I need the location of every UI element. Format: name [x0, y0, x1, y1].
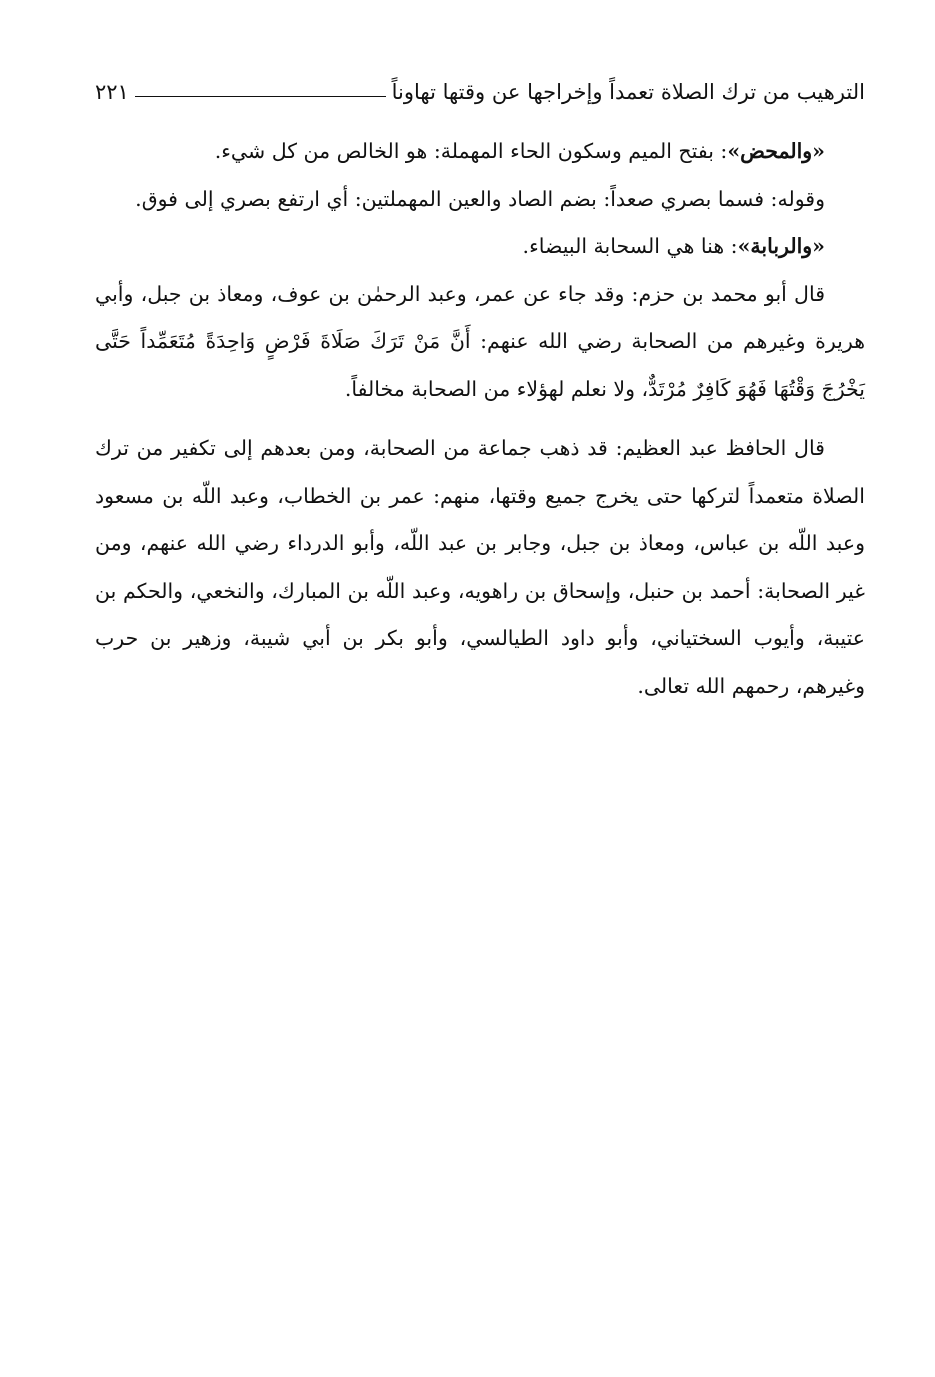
- paragraph-mahd: [95, 128, 865, 176]
- abd-al-azim-text: قال الحافظ عبد العظيم: قد ذهب جماعة من الصحابة، ومن بعدهم إلى تكفير من ترك الصلاة متعمداً لتركها حتى يخرج جميع وقتها، منهم: عمر بن الخطاب، وعبد اللّه بن مسعود وعبد اللّه بن عباس، ومعاذ بن جبل، وجابر بن عبد اللّه، وأبو الدرداء رضي الله عنهم، ومن غير الصحابة: أحمد بن حنبل، وإسحاق بن راهويه، وعبد اللّه بن المبارك، والنخعي، والحكم بن عتيبة، وأيوب السختياني، وأبو داود الطيالسي، وأبو بكر بن أبي شيبة، وزهير بن حرب وغيرهم، رحمهم الله تعالى.: [95, 436, 865, 698]
- chapter-title: الترهيب من ترك الصلاة تعمداً وإخراجها عن وقتها تهاوناً: [391, 80, 865, 104]
- definition-mahd: : بفتح الميم وسكون الحاء المهملة: هو الخالص من كل شيء.: [214, 139, 728, 163]
- ibn-hazm-intro: قال أبو محمد بن حزم: وقد جاء عن عمر، وعبد الرحمٰن بن عوف، ومعاذ بن جبل، وأبي هريرة وغيرهم من الصحابة رضي الله عنهم:: [95, 281, 866, 353]
- definition-rababa: : هنا هي السحابة البيضاء.: [522, 234, 738, 258]
- running-header: [95, 72, 865, 112]
- paragraph-rababa: [95, 223, 865, 271]
- paragraph-abd-al-azim: [95, 425, 865, 710]
- definition-sama: وقوله: فسما بصري صعداً: بضم الصاد والعين المهملتين: أي ارتفع بصري إلى فوق.: [135, 186, 825, 211]
- page-number: ٢٢١: [95, 80, 129, 104]
- paragraph-ibn-hazm: [95, 271, 865, 414]
- term-mahd: «والمحض»: [727, 139, 825, 163]
- ibn-hazm-conclusion: ، ولا نعلم لهؤلاء من الصحابة مخالفاً.: [344, 376, 649, 401]
- body-text: [95, 128, 865, 710]
- ibn-hazm-quote: أَنَّ مَنْ تَرَكَ صَلَاةَ فَرْضٍ وَاحِدَةً مُتَعَمِّداً حَتَّى يَخْرُجَ وَقْتُهَا فَهُوَ كَافِرٌ مُرْتَدٌّ: [95, 329, 865, 401]
- term-rababa: «والربابة»: [737, 234, 825, 258]
- paragraph-sama: [95, 176, 865, 224]
- header-rule: [135, 96, 386, 97]
